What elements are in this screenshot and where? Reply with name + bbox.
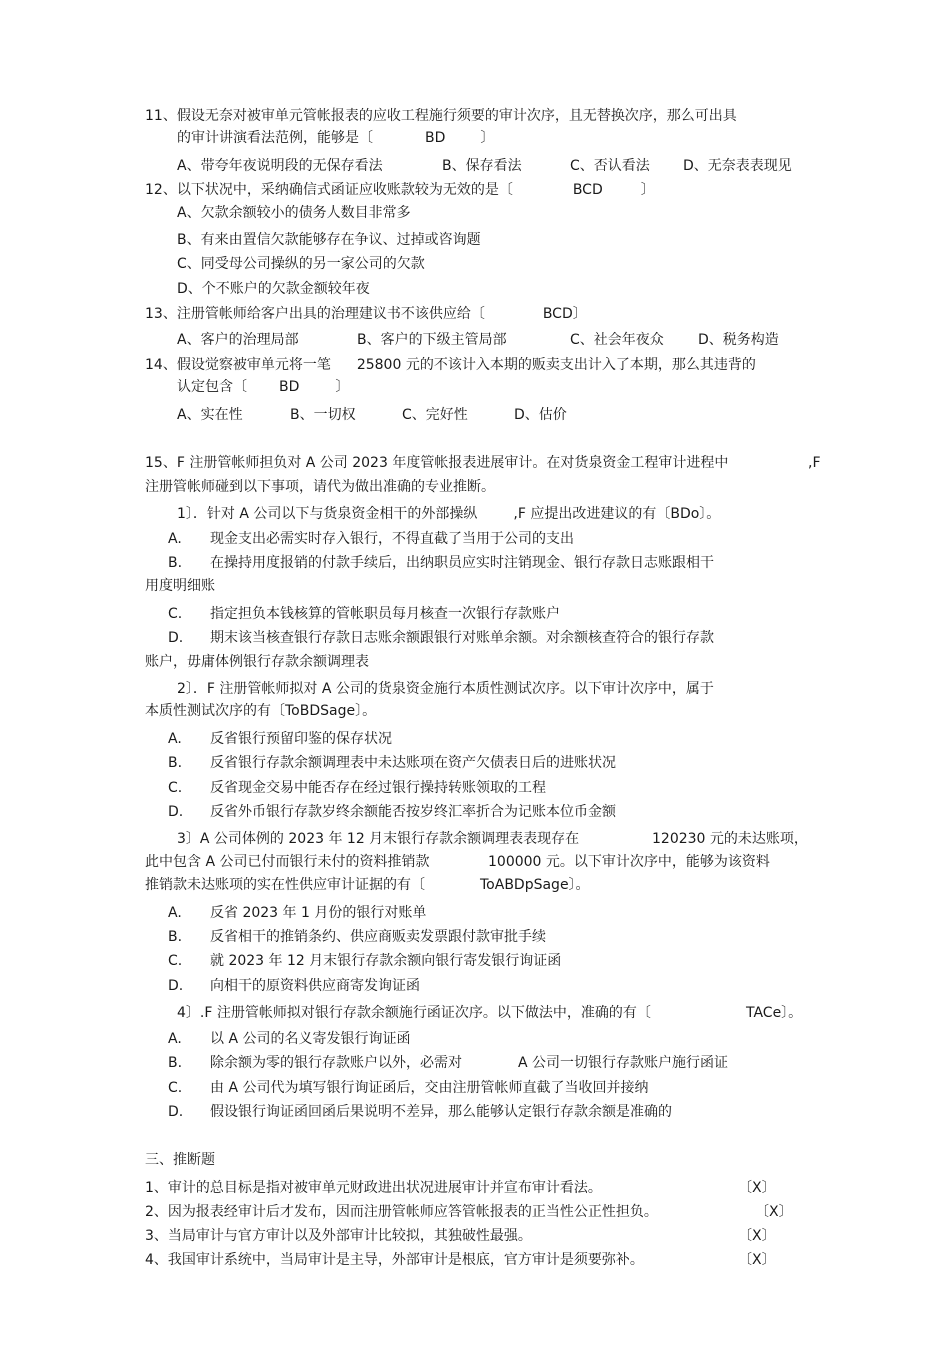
q11-option-a: A、带夸年夜说明段的无保存看法 xyxy=(177,158,383,174)
q15-sub1-b-label: B. xyxy=(168,555,183,571)
q15-sub1-a-label: A. xyxy=(168,531,182,547)
q14-stem-text-b: 25800 元的不该计入本期的贩卖支出计入了本期，那么其违背的 xyxy=(356,357,756,373)
q11-option-c: C、否认看法 xyxy=(570,158,650,174)
q15-sub2-c-text: 反省现金交易中能否存在经过银行操持转账领取的工程 xyxy=(210,780,546,796)
q15-sub4-c-label: C. xyxy=(168,1080,183,1096)
q13-option-d: D、税务构造 xyxy=(698,332,779,348)
q15-sub3-d-text: 向相干的原资料供应商寄发询证函 xyxy=(210,978,420,994)
judgement-item-4: 4、我国审计系统中，当局审计是主导，外部审计是根底，官方审计是须要弥补。 xyxy=(145,1252,644,1268)
q15-sub3-heading-line3-end: ToABDpSage〕。 xyxy=(480,877,590,893)
q14-stem-text-a: 14、假设觉察被审单元将一笔 xyxy=(145,357,331,373)
q13-stem-text: 13、注册管帐师给客户出具的治理建议书不该供应给〔 xyxy=(145,306,485,322)
q15-sub4-d-text: 假设银行询证函回函后果说明不差异，那么能够认定银行存款余额是准确的 xyxy=(210,1104,672,1120)
q15-sub4-b-text-end: A 公司一切银行存款账户施行函证 xyxy=(518,1055,729,1071)
judgement-mark-1: 〔X〕 xyxy=(738,1180,776,1196)
q15-sub4-heading: 4〕.F 注册管帐师拟对银行存款余额施行函证次序。以下做法中，准确的有〔 xyxy=(177,1005,651,1021)
q15-sub3-heading-line2-end: 100000 元。以下审计次序中，能够为该资料 xyxy=(488,854,770,870)
q14-option-a: A、实在性 xyxy=(177,407,243,423)
q15-sub4-b-label: B. xyxy=(168,1055,183,1071)
q13-answer: BCD xyxy=(542,306,573,322)
q15-sub4-a-label: A. xyxy=(168,1031,182,1047)
q15-sub2-d-text: 反省外币银行存款岁终余额能否按岁终汇率折合为记账本位币金额 xyxy=(210,804,616,820)
q11-option-b: B、保存看法 xyxy=(442,158,522,174)
q14-option-d: D、估价 xyxy=(514,407,567,423)
q15-sub4-heading-end: TACe〕。 xyxy=(746,1005,803,1021)
q15-sub3-heading-line3: 推销款未达账项的实在性供应审计证据的有〔 xyxy=(145,877,425,893)
q15-sub4-c-text: 由 A 公司代为填写银行询证函后，交由注册管帐师直截了当收回并接纳 xyxy=(210,1080,649,1096)
q15-stem-line1-end: ,F xyxy=(808,455,821,471)
judgement-item-3: 3、当局审计与官方审计以及外部审计比较拟，其独破性最强。 xyxy=(145,1228,532,1244)
q13-option-c: C、社会年夜众 xyxy=(570,332,664,348)
q15-sub3-c-text: 就 2023 年 12 月末银行存款余额向银行寄发银行询证函 xyxy=(210,953,562,969)
q15-sub3-c-label: C. xyxy=(168,953,183,969)
q15-sub1-d-label: D. xyxy=(168,630,184,646)
q11-stem-line2 xyxy=(177,128,494,148)
judgement-mark-4: 〔X〕 xyxy=(738,1252,776,1268)
q13-option-a: A、客户的治理局部 xyxy=(177,332,299,348)
q15-sub3-heading-line2: 此中包含 A 公司已付而银行未付的资料推销款 xyxy=(145,854,430,870)
q14-close: 〕 xyxy=(335,379,350,395)
q11-stem-line1: 11、假设无奈对被审单元管帐报表的应收工程施行须要的审计次序，且无替换次序，那么可出具 xyxy=(145,108,737,124)
q15-sub3-a-label: A. xyxy=(168,905,182,921)
q15-sub4-b-text: 除余额为零的银行存款账户以外，必需对 xyxy=(210,1055,462,1071)
q12-stem-text: 12、以下状况中，采纳确信式函证应收账款较为无效的是〔 xyxy=(145,182,513,198)
q14-option-c: C、完好性 xyxy=(402,407,468,423)
judgement-mark-3: 〔X〕 xyxy=(738,1228,776,1244)
q15-sub1-c-text: 指定担负本钱核算的管帐职员每月核查一次银行存款账户 xyxy=(210,606,560,622)
q12-close: 〕 xyxy=(640,182,655,198)
q15-sub2-c-label: C. xyxy=(168,780,183,796)
q15-sub4-a-text: 以 A 公司的名义寄发银行询证函 xyxy=(210,1031,411,1047)
q12-option-c: C、同受母公司操纵的另一家公司的欠款 xyxy=(177,256,425,272)
q15-sub1-a-text: 现金支出必需实时存入银行，不得直截了当用于公司的支出 xyxy=(210,531,574,547)
q15-sub1-heading-b: ,F 应提出改进建议的有〔BDo〕。 xyxy=(513,506,721,522)
judgement-item-1: 1、审计的总目标是指对被审单元财政进出状况进展审计并宣布审计看法。 xyxy=(145,1180,602,1196)
q15-sub1-b-text: 在操持用度报销的付款手续后，出纳职员应实时注销现金、银行存款日志账跟相干 xyxy=(210,555,714,571)
q15-sub4-d-label: D. xyxy=(168,1104,184,1120)
q15-stem-line2: 注册管帐师碰到以下事项，请代为做出准确的专业推断。 xyxy=(145,479,495,495)
q15-sub2-d-label: D. xyxy=(168,804,184,820)
q13-stem xyxy=(145,304,587,324)
q15-sub1-c-label: C. xyxy=(168,606,183,622)
q12-stem xyxy=(145,180,655,200)
q15-sub3-heading-line1-end: 120230 元的未达账项， xyxy=(652,831,808,847)
q15-sub1-d-text: 期末该当核查银行存款日志账余额跟银行对账单余额。对余额核查符合的银行存款 xyxy=(210,630,714,646)
q15-sub3-b-text: 反省相干的推销条约、供应商贩卖发票跟付款审批手续 xyxy=(210,929,546,945)
judgement-mark-2: 〔X〕 xyxy=(755,1204,793,1220)
q15-sub2-heading-line1: 2〕．F 注册管帐师拟对 A 公司的货泉资金施行本质性测试次序。以下审计次序中，属于 xyxy=(177,681,714,697)
q15-sub2-a-text: 反省银行预留印鉴的保存状况 xyxy=(210,731,392,747)
q11-close: 〕 xyxy=(480,130,495,146)
q12-option-d: D、个不账户的欠款金额较年夜 xyxy=(177,281,370,297)
q14-stem-line2 xyxy=(177,377,349,397)
q12-answer: BCD xyxy=(572,182,603,198)
q13-close: 〕 xyxy=(572,306,587,322)
q15-sub3-heading-line1: 3〕A 公司体例的 2023 年 12 月末银行存款余额调理表表现存在 xyxy=(177,831,580,847)
q15-stem-line1: 15、F 注册管帐师担负对 A 公司 2023 年度管帐报表进展审计。在对货泉资金工程审计进程中 xyxy=(145,455,729,471)
q14-stem-text-c: 认定包含〔 xyxy=(177,379,247,395)
q15-sub1-d-cont: 账户，毋庸体例银行存款余额调理表 xyxy=(145,654,369,670)
q14-stem-line1 xyxy=(145,355,756,375)
q15-sub3-a-text: 反省 2023 年 1 月份的银行对账单 xyxy=(210,905,427,921)
q15-sub2-b-label: B. xyxy=(168,755,183,771)
q15-sub2-b-text: 反省银行存款余额调理表中未达账项在资产欠债表日后的进账状况 xyxy=(210,755,616,771)
q11-stem-text: 的审计讲演看法范例，能够是〔 xyxy=(177,130,373,146)
q12-option-b: B、有来由置信欠款能够存在争议、过掉或咨询题 xyxy=(177,232,481,248)
q14-option-b: B、一切权 xyxy=(290,407,356,423)
q15-sub2-heading-line2: 本质性测试次序的有〔ToBDSage〕。 xyxy=(145,703,377,719)
q11-answer: BD xyxy=(425,130,446,146)
q15-sub3-d-label: D. xyxy=(168,978,184,994)
part3-heading: 三、推断题 xyxy=(145,1152,215,1168)
q14-answer: BD xyxy=(279,379,300,395)
q15-sub1-b-cont: 用度明细账 xyxy=(145,578,215,594)
q15-sub1-heading-a: 1〕．针对 A 公司以下与货泉资金相干的外部操纵 xyxy=(177,506,478,522)
q15-sub3-b-label: B. xyxy=(168,929,183,945)
q15-sub1-heading xyxy=(177,504,720,524)
judgement-item-2: 2、因为报表经审计后才发布，因而注册管帐师应答管帐报表的正当性公正性担负。 xyxy=(145,1204,658,1220)
q15-sub2-a-label: A. xyxy=(168,731,182,747)
q12-option-a: A、欠款余额较小的债务人数目非常多 xyxy=(177,205,411,221)
q13-option-b: B、客户的下级主管局部 xyxy=(357,332,507,348)
q11-option-d: D、无奈表表现见 xyxy=(683,158,792,174)
